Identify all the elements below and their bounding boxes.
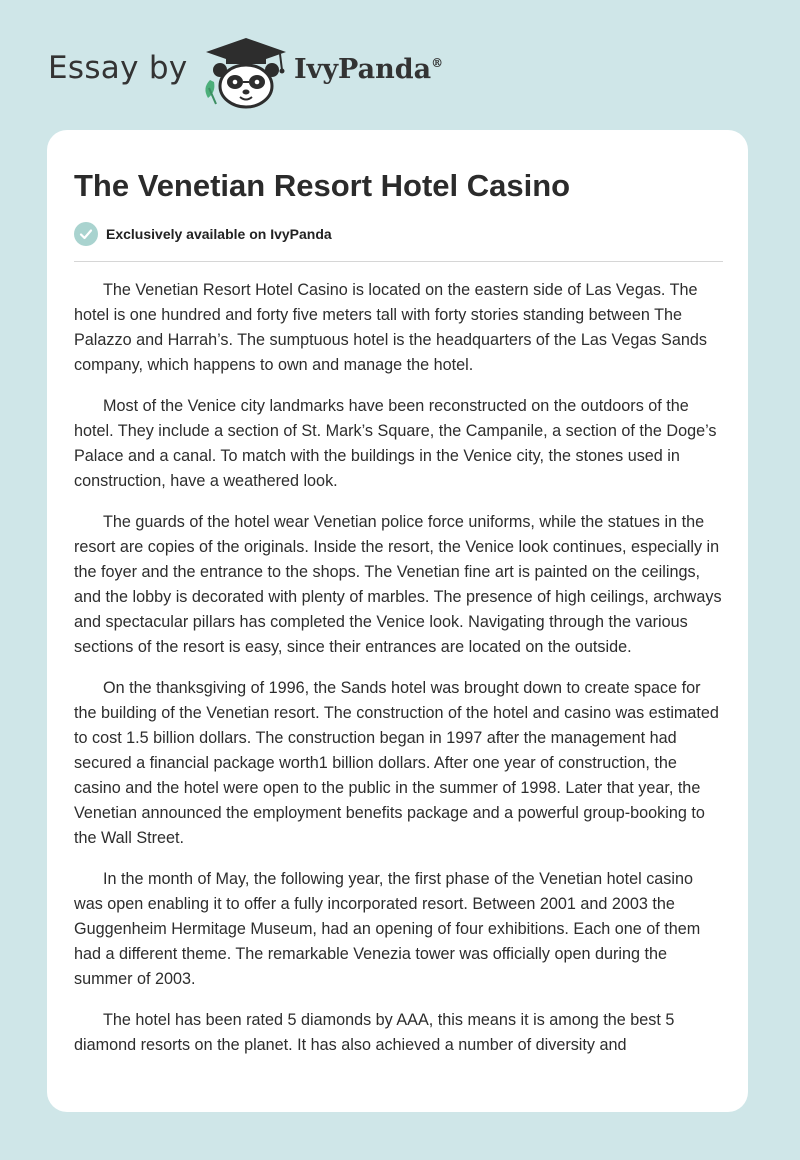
paragraph: The hotel has been rated 5 diamonds by AAA, this means it is among the best 5 diamond resorts on the planet. It has also achieved a number of diversity and [74,1011,675,1054]
divider [74,261,723,262]
exclusive-badge [74,221,332,247]
essay-card [47,130,748,1112]
brand-name[interactable]: IvyPanda® [294,54,444,85]
essay-by-label: Essay by [48,50,188,86]
paragraph: In the month of May, the following year, the first phase of the Venetian hotel casino was open enabling it to offer a fully incorporated resort. Between 2001 and 2003 the Guggenheim Hermitage Museum, had an opening of four exhibitions. Each one of them had a different theme. The remarkable Venezia tower was officially open during the summer of 2003. [74,870,701,988]
page-title: The Venetian Resort Hotel Casino [74,168,571,203]
paragraph: Most of the Venice city landmarks have been reconstructed on the outdoors of the hotel. They include a section of St. Mark’s Square, the Campanile, a section of the Doge’s Palace and a canal. To match with the buildings in the Venice city, the stones used in construction, have a weathered look. [74,397,717,490]
paragraph: The guards of the hotel wear Venetian police force uniforms, while the statues in the resort are copies of the originals. Inside the resort, the Venice look continues, especially in the foyer and the entrance to the shops. The Venetian fine art is painted on the ceilings, and the lobby is decorated with plenty of marbles. The presence of high ceilings, archways and spectacular pillars has completed the Venice look. Navigating through the various sections of the resort is easy, since their entrances are located on the outside. [74,513,722,656]
panda-graduate-icon[interactable] [200,36,292,110]
paragraph: The Venetian Resort Hotel Casino is located on the eastern side of Las Vegas. The hotel is one hundred and forty five meters tall with forty stories standing between The Palazzo and Harrah’s. The sumptuous hotel is the headquarters of the Las Vegas Sands company, which happens to own and manage the hotel. [74,281,707,374]
paragraph: On the thanksgiving of 1996, the Sands hotel was brought down to create space for the building of the Venetian resort. The construction of the hotel and casino was estimated to cost 1.5 billion dollars. The construction began in 1997 after the management had secured a financial package worth1 billion dollars. After one year of construction, the casino and the hotel were open to the public in the summer of 1998. Later that year, the Venetian announced the employment benefits package and a powerful group-booking to the Wall Street. [74,679,719,847]
badge-label: Exclusively available on IvyPanda [106,226,332,242]
check-icon [74,222,98,246]
registered-mark: ® [431,56,444,70]
site-header [0,0,800,130]
essay-body [74,278,724,1074]
